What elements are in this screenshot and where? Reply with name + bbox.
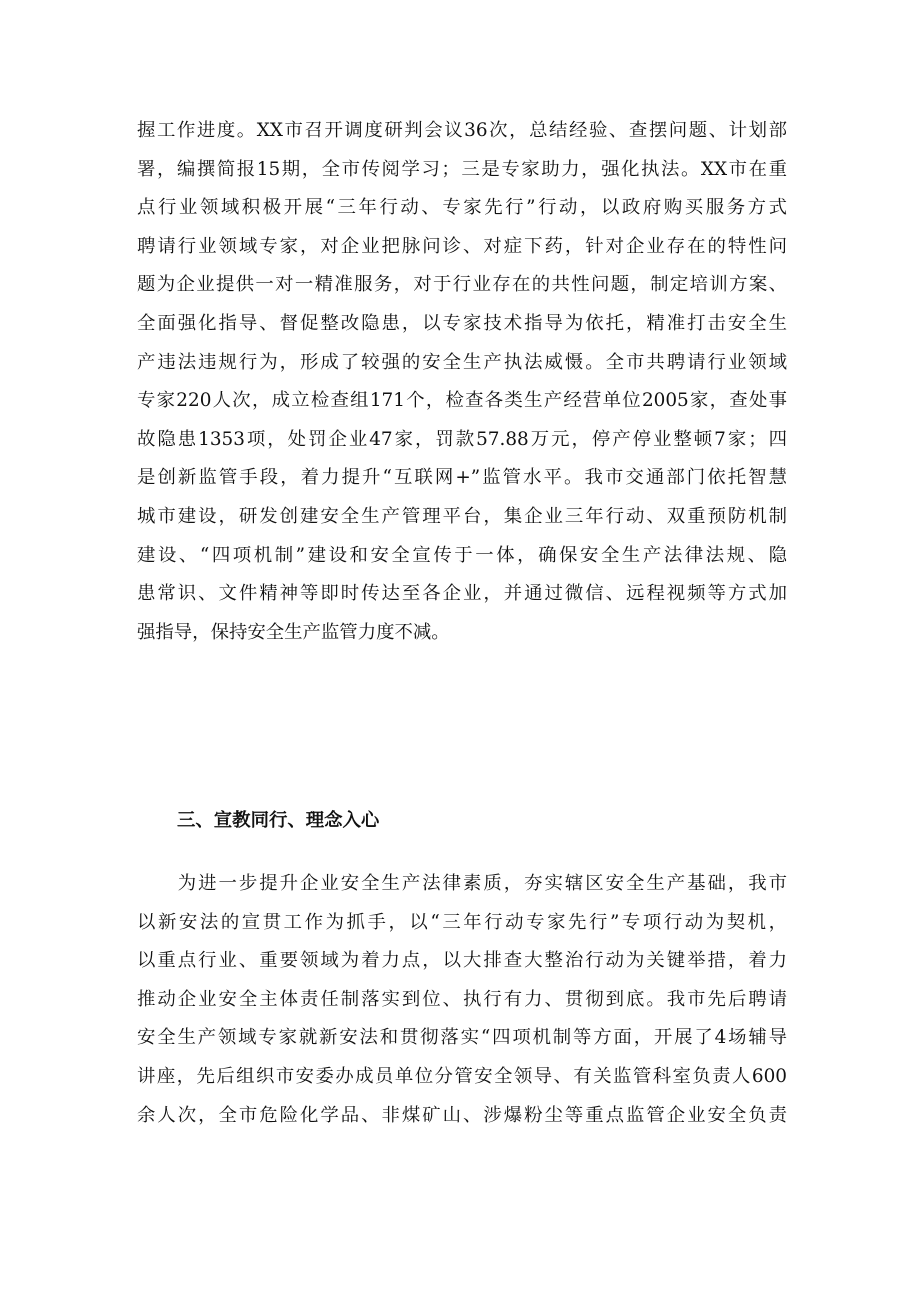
text-line: 点行业领域积极开展“三年行动、专家先行”行动，以政府购买服务方式	[137, 197, 787, 219]
text-line: 题为企业提供一对一精准服务，对于行业存在的共性问题，制定培训方案、	[137, 274, 787, 296]
text-line: 专家220人次，成立检查组171个，检查各类生产经营单位2005家，查处事	[137, 390, 787, 412]
text-line: 全面强化指导、督促整改隐患，以专家技术指导为依托，精准打击安全生	[137, 312, 787, 334]
text-line: 产违法违规行为，形成了较强的安全生产执法威慑。全市共聘请行业领域	[137, 351, 787, 373]
text-line: 余人次，全市危险化学品、非煤矿山、涉爆粉尘等重点监管企业安全负责	[137, 1104, 787, 1126]
text-line: 以新安法的宣贯工作为抓手，以“三年行动专家先行”专项行动为契机，	[137, 911, 787, 933]
body-paragraph-1	[137, 112, 787, 652]
text-line: 患常识、文件精神等即时传达至各企业，并通过微信、远程视频等方式加	[137, 583, 787, 605]
text-line: 强指导，保持安全生产监管力度不减。	[137, 621, 450, 643]
text-line: 推动企业安全主体责任制落实到位、执行有力、贯彻到底。我市先后聘请	[137, 988, 787, 1010]
text-line: 以重点行业、重要领域为着力点，以大排查大整治行动为关键举措，着力	[137, 950, 787, 972]
text-line: 握工作进度。XX市召开调度研判会议36次，总结经验、查摆问题、计划部	[137, 120, 787, 141]
text-line: 署，编撰简报15期，全市传阅学习；三是专家助力，强化执法。XX市在重	[137, 158, 787, 180]
text-line: 城市建设，研发创建安全生产管理平台，集企业三年行动、双重预防机制	[137, 505, 787, 527]
text-line: 为进一步提升企业安全生产法律素质，夯实辖区安全生产基础，我市	[137, 873, 787, 894]
section-heading: 三、宣教同行、理念入心	[177, 810, 380, 831]
text-line: 安全生产领域专家就新安法和贯彻落实“四项机制等方面，开展了4场辅导	[137, 1027, 787, 1049]
text-line: 故隐患1353项，处罚企业47家，罚款57.88万元，停产停业整顿7家；四	[137, 428, 787, 450]
text-line: 是创新监管手段，着力提升“互联网+”监管水平。我市交通部门依托智慧	[137, 467, 787, 489]
text-line: 讲座，先后组织市安委办成员单位分管安全领导、有关监管科室负责人600	[137, 1065, 787, 1087]
text-line: 建设、“四项机制”建设和安全宣传于一体，确保安全生产法律法规、隐	[137, 544, 787, 566]
text-line: 聘请行业领域专家，对企业把脉问诊、对症下药，针对企业存在的特性问	[137, 235, 787, 257]
body-paragraph-2	[137, 865, 787, 1135]
